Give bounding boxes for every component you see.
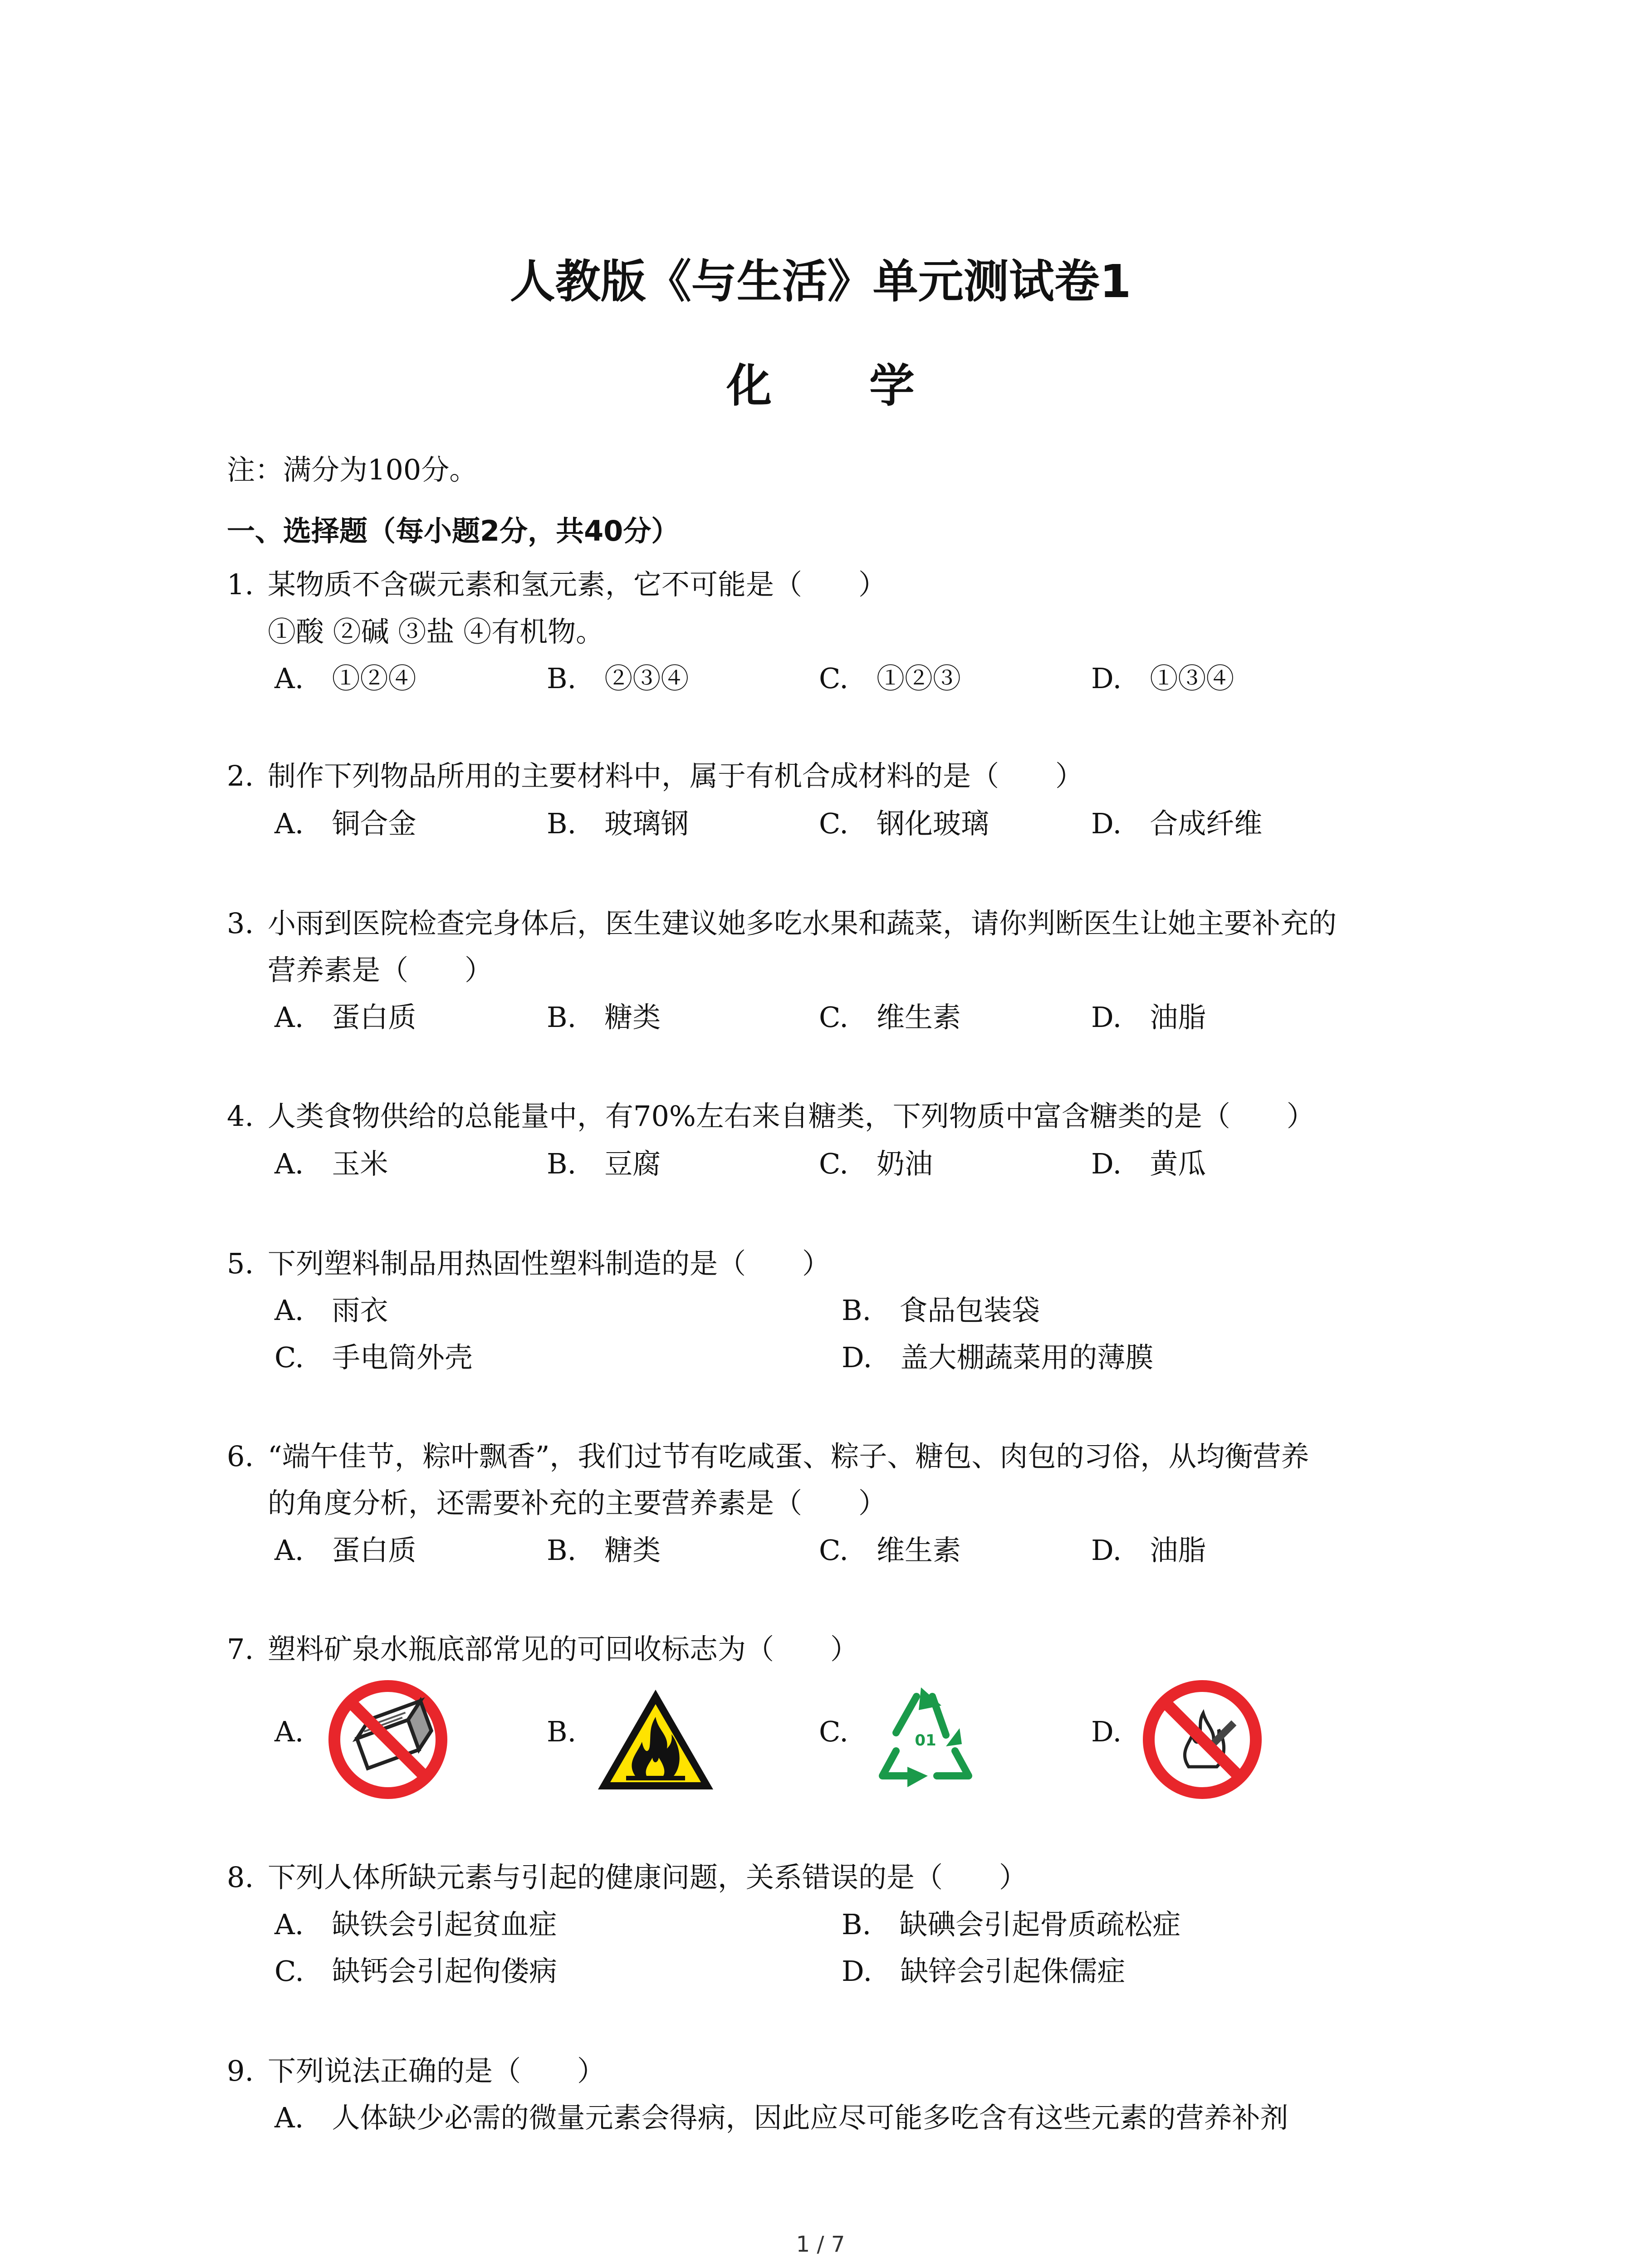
option-a[interactable]: A. <box>274 1715 304 1748</box>
no-matches-sign-icon[interactable] <box>324 1676 451 1803</box>
option-b[interactable]: B. ②③④ <box>547 662 689 695</box>
recycle-code: 01 <box>915 1731 936 1750</box>
option-a[interactable]: A. 蛋白质 <box>274 1534 416 1567</box>
question-stem: 某物质不含碳元素和氢元素，它不可能是（ ） <box>268 568 887 601</box>
option-d[interactable]: D. 油脂 <box>1091 1001 1206 1034</box>
option-a[interactable]: A. 人体缺少必需的微量元素会得病，因此应尽可能多吃含有这些元素的营养补剂 <box>274 2101 1288 2134</box>
question-number: 8. <box>227 1861 254 1894</box>
question-number: 9. <box>227 2054 254 2087</box>
option-b[interactable]: B. 玻璃钢 <box>547 807 689 840</box>
question-stem: 下列人体所缺元素与引起的健康问题，关系错误的是（ ） <box>268 1861 1028 1894</box>
question-stem: 下列塑料制品用热固性塑料制造的是（ ） <box>268 1247 831 1280</box>
option-b[interactable]: B. 糖类 <box>547 1534 661 1567</box>
page-number: 1 / 7 <box>796 2232 845 2257</box>
option-c[interactable]: C. <box>819 1715 848 1748</box>
subject-title: 化 学 <box>726 359 955 412</box>
question-number: 6. <box>227 1440 254 1473</box>
option-a[interactable]: A. 缺铁会引起贫血症 <box>274 1908 557 1941</box>
question-number: 5. <box>227 1247 254 1280</box>
question-number: 2. <box>227 759 254 792</box>
question-stem-line2: 营养素是（ ） <box>268 953 493 987</box>
question-stem: 小雨到医院检查完身体后，医生建议她多吃水果和蔬菜，请你判断医生让她主要补充的 <box>268 907 1337 940</box>
option-c[interactable]: C. ①②③ <box>819 662 961 695</box>
option-b[interactable]: B. 糖类 <box>547 1001 661 1034</box>
option-c[interactable]: C. 钢化玻璃 <box>819 807 989 840</box>
option-c[interactable]: C. 奶油 <box>819 1147 933 1180</box>
question-stem: 下列说法正确的是（ ） <box>268 2054 606 2087</box>
score-note: 注：满分为100分。 <box>227 453 478 486</box>
option-d[interactable]: D. 缺锌会引起侏儒症 <box>842 1955 1126 1988</box>
option-a[interactable]: A. 玉米 <box>274 1147 388 1180</box>
option-c[interactable]: C. 手电筒外壳 <box>274 1341 473 1374</box>
question-stem-line2: ①酸 ②碱 ③盐 ④有机物。 <box>268 615 604 648</box>
section-heading: 一、选择题（每小题2分，共40分） <box>227 514 680 547</box>
option-d[interactable]: D. 合成纤维 <box>1091 807 1263 840</box>
option-d[interactable]: D. ①③④ <box>1091 662 1234 695</box>
question-stem-line2: 的角度分析，还需要补充的主要营养素是（ ） <box>268 1486 887 1520</box>
question-stem: 人类食物供给的总能量中，有70%左右来自糖类，下列物质中富含糖类的是（ ） <box>268 1100 1315 1133</box>
option-a[interactable]: A. 铜合金 <box>274 807 416 840</box>
option-b[interactable]: B. 豆腐 <box>547 1147 661 1180</box>
question-number: 4. <box>227 1100 254 1133</box>
option-a[interactable]: A. ①②④ <box>274 662 416 695</box>
page-title: 人教版《与生活》单元测试卷1 <box>509 255 1132 308</box>
question-stem: 塑料矿泉水瓶底部常见的可回收标志为（ ） <box>268 1633 859 1666</box>
flammable-warning-icon[interactable] <box>594 1685 717 1794</box>
option-b[interactable]: B. 缺碘会引起骨质疏松症 <box>842 1908 1181 1941</box>
option-b[interactable]: B. <box>547 1715 577 1748</box>
option-a[interactable]: A. 雨衣 <box>274 1294 388 1327</box>
no-open-flame-sign-icon[interactable] <box>1139 1676 1266 1803</box>
option-a[interactable]: A. 蛋白质 <box>274 1001 416 1034</box>
option-d[interactable]: D. <box>1091 1715 1122 1748</box>
option-d[interactable]: D. 油脂 <box>1091 1534 1206 1567</box>
option-c[interactable]: C. 维生素 <box>819 1001 961 1034</box>
question-stem: “端午佳节，粽叶飘香”，我们过节有吃咸蛋、粽子、糖包、肉包的习俗，从均衡营养 <box>268 1440 1309 1473</box>
question-number: 7. <box>227 1633 254 1666</box>
option-c[interactable]: C. 缺钙会引起佝偻病 <box>274 1955 557 1988</box>
option-d[interactable]: D. 黄瓜 <box>1091 1147 1206 1180</box>
question-stem: 制作下列物品所用的主要材料中，属于有机合成材料的是（ ） <box>268 759 1084 792</box>
recycle-01-icon[interactable] <box>864 1678 987 1796</box>
question-number: 1. <box>227 568 254 601</box>
question-number: 3. <box>227 907 254 940</box>
option-d[interactable]: D. 盖大棚蔬菜用的薄膜 <box>842 1341 1154 1374</box>
option-c[interactable]: C. 维生素 <box>819 1534 961 1567</box>
option-b[interactable]: B. 食品包装袋 <box>842 1294 1040 1327</box>
